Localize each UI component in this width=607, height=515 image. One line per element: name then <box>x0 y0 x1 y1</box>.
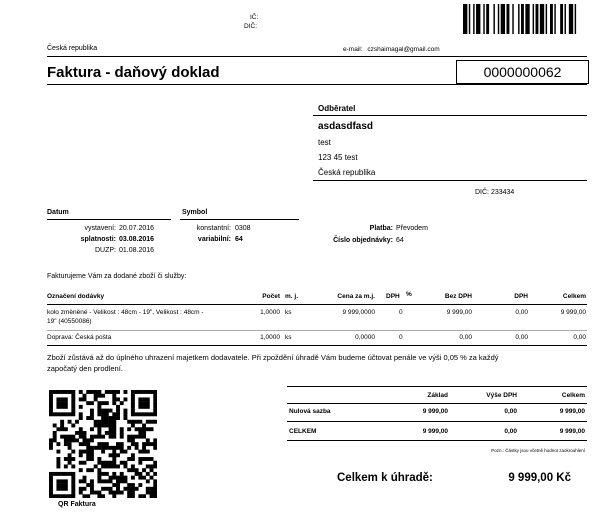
title-divider <box>47 84 587 85</box>
col-total: Celkem <box>562 293 586 300</box>
col-price: Cena za m.j. <box>337 293 375 300</box>
summary-col-vat: Výše DPH <box>486 392 517 399</box>
ic-label: IČ: <box>250 14 259 21</box>
notice <box>47 352 592 374</box>
item-price: 9 999,0000 <box>342 309 375 316</box>
summary-base: 9 999,00 <box>422 428 448 435</box>
summary-col-base: Základ <box>427 392 448 399</box>
symbols-divider <box>180 219 299 220</box>
item-price: 0,0000 <box>355 334 375 341</box>
col-percent: % <box>406 291 412 298</box>
customer-bottom-divider <box>313 180 587 181</box>
summary-note: Pozn.: Částky jsou včetně hodnot zaokrouhlení <box>491 448 585 453</box>
summary-row-divider <box>287 421 587 422</box>
notice-line2: započatý den prodlení. <box>47 364 123 373</box>
dic-label: DIČ: <box>244 23 257 30</box>
customer-city: 123 45 test <box>318 153 358 162</box>
const-value: 0308 <box>235 225 251 232</box>
item-total: 0,00 <box>573 334 586 341</box>
order-label: Číslo objednávky: <box>333 237 393 244</box>
item-vat-amt: 0,00 <box>515 334 528 341</box>
item-vat: 0 <box>399 309 403 316</box>
item-name-cont: 19" (40550086) <box>47 318 92 325</box>
due-value: 03.08.2016 <box>119 236 155 243</box>
customer-street: test <box>318 138 331 147</box>
summary-vat: 0,00 <box>504 408 517 415</box>
payment-value: Převodem <box>396 225 428 232</box>
item-total: 9 999,00 <box>560 309 586 316</box>
items-header-divider <box>47 304 587 305</box>
col-net: Bez DPH <box>444 293 472 300</box>
item-unit: ks <box>285 309 292 316</box>
summary-total: 9 999,00 <box>559 428 585 435</box>
item-name: kolo změněné - Velikost : 48cm - 19", Velikost : 48cm - <box>47 309 204 316</box>
summary-base: 9 999,00 <box>422 408 448 415</box>
table-row <box>0 334 607 343</box>
customer-heading: Odběratel <box>318 104 356 113</box>
email-row <box>343 46 440 53</box>
grand-total-value: 9 999,00 Kč <box>508 472 571 484</box>
dates-heading: Datum <box>47 209 69 216</box>
supplier-country: Česká republika <box>47 45 98 52</box>
item-qty: 1,0000 <box>260 334 280 341</box>
issued-value: 20.07.2016 <box>119 225 155 232</box>
issued-label: vystavení: <box>84 225 116 232</box>
customer-name: asdasdfasd <box>318 121 374 132</box>
items-header-row <box>0 293 607 302</box>
item-vat: 0 <box>399 334 403 341</box>
header-divider <box>47 56 587 57</box>
item-unit: ks <box>285 334 292 341</box>
customer-dic: DIČ: 233434 <box>475 189 515 196</box>
col-unit: m. j. <box>285 293 299 300</box>
summary-header-row <box>0 392 607 401</box>
summary-header-divider <box>287 403 587 404</box>
item-name: Doprava: Česká pošta <box>47 334 112 341</box>
items-bottom-divider <box>47 345 587 346</box>
qr-code <box>49 390 157 498</box>
table-row <box>0 309 607 325</box>
barcode <box>463 4 603 34</box>
row-divider <box>47 330 587 331</box>
customer-divider <box>313 115 587 116</box>
page-title: Faktura - daňový doklad <box>47 64 220 81</box>
col-name: Označení dodávky <box>47 293 105 300</box>
summary-row <box>0 408 607 417</box>
order-value: 64 <box>396 237 404 244</box>
summary-label: CELKEM <box>289 428 317 435</box>
col-vat: DPH <box>386 293 400 300</box>
grand-total-label: Celkem k úhradě: <box>337 472 433 484</box>
summary-col-total: Celkem <box>561 392 585 399</box>
due-label: splatnosti: <box>80 236 116 243</box>
intro-text: Fakturujeme Vám za dodané zboží či služby: <box>47 273 187 280</box>
item-net: 0,00 <box>459 334 472 341</box>
item-vat-amt: 0,00 <box>515 309 528 316</box>
email-label: e-mail: <box>343 46 363 53</box>
qr-label: QR Faktura <box>58 501 96 508</box>
dates-divider <box>47 219 171 220</box>
payment-label: Platba: <box>369 225 393 232</box>
duzp-label: DUZP: <box>95 247 116 254</box>
summary-total: 9 999,00 <box>559 408 585 415</box>
var-label: variabilní: <box>197 236 231 243</box>
summary-row <box>0 428 607 437</box>
summary-vat: 0,00 <box>504 428 517 435</box>
summary-bottom-divider <box>287 440 587 441</box>
invoice-number: 0000000062 <box>456 60 589 84</box>
duzp-value: 01.08.2016 <box>119 247 155 254</box>
email-value: czshaimagal@gmail.com <box>367 46 440 53</box>
col-vat-amt: DPH <box>514 293 528 300</box>
customer-country: Česká republika <box>318 168 376 177</box>
summary-label: Nulová sazba <box>289 408 331 415</box>
notice-line1: Zboží zůstává až do úplného uhrazení majetkem dodavatele. Při zpoždění úhradě Vám budeme účtovat penále ve výši 0,05 % za každý <box>47 353 499 362</box>
item-qty: 1,0000 <box>260 309 280 316</box>
col-qty: Počet <box>262 293 280 300</box>
summary-top-divider <box>287 386 587 387</box>
const-label: konstantní: <box>196 225 231 232</box>
item-net: 9 999,00 <box>446 309 472 316</box>
var-value: 64 <box>235 236 243 243</box>
symbols-heading: Symbol <box>182 209 208 216</box>
